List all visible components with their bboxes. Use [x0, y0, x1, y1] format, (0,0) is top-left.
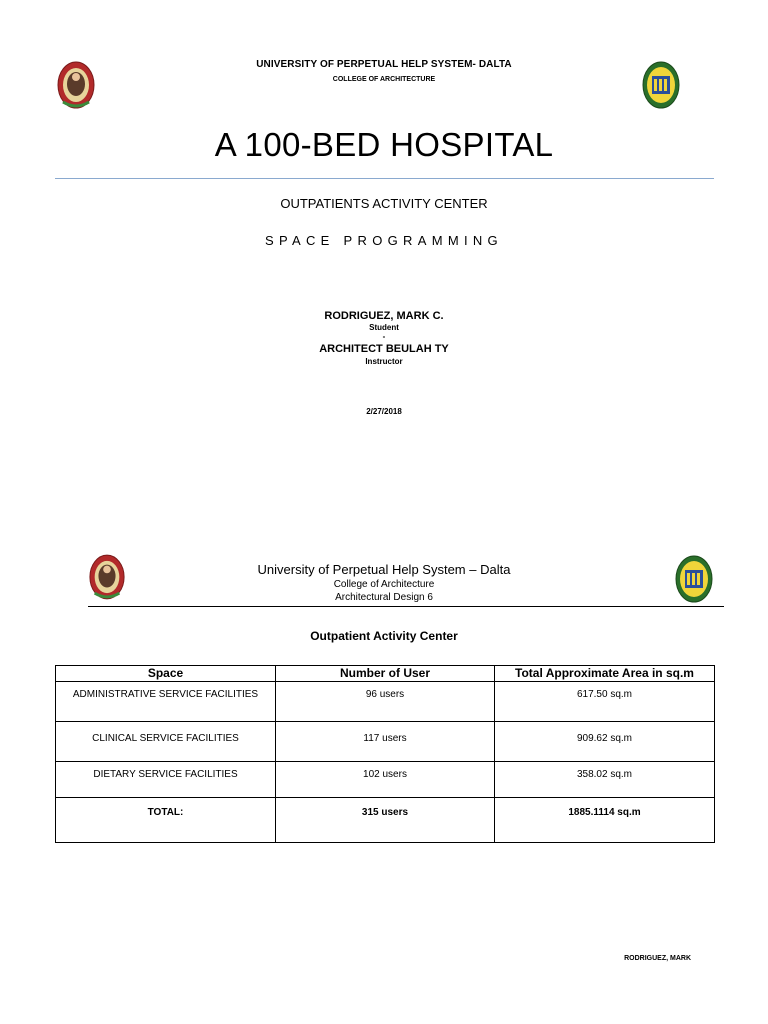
- space-cell: DIETARY SERVICE FACILITIES: [56, 762, 276, 798]
- users-cell: 117 users: [276, 722, 495, 762]
- total-label: TOTAL:: [56, 798, 276, 843]
- table-row: [56, 722, 715, 762]
- header-divider: [88, 606, 724, 607]
- area-cell: 909.62 sq.m: [495, 722, 715, 762]
- space-program-table: [55, 665, 715, 843]
- instructor-name: ARCHITECT BEULAH TY: [319, 343, 449, 355]
- title-divider: [55, 178, 714, 179]
- page2-university-name: University of Perpetual Help System – Dalta: [257, 562, 511, 577]
- student-name: RODRIGUEZ, MARK C.: [324, 310, 444, 322]
- header-total-area: Total Approximate Area in sq.m: [495, 666, 715, 682]
- page-title: A 100-BED HOSPITAL: [214, 126, 554, 163]
- footer-author: RODRIGUEZ, MARK: [624, 955, 691, 962]
- cover-college-name: COLLEGE OF ARCHITECTURE: [332, 76, 436, 83]
- users-cell: 96 users: [276, 682, 495, 722]
- table-header-row: [56, 666, 715, 682]
- student-role: Student: [369, 323, 399, 332]
- header-space: Space: [56, 666, 276, 682]
- table-total-row: [56, 798, 715, 843]
- table-row: [56, 762, 715, 798]
- cover-subtitle: OUTPATIENTS ACTIVITY CENTER: [280, 196, 488, 211]
- document-date: 2/27/2018: [366, 407, 402, 416]
- name-separator: -: [382, 332, 386, 341]
- cover-university-name: UNIVERSITY OF PERPETUAL HELP SYSTEM- DALTA: [256, 59, 512, 70]
- cover-section-title: SPACE PROGRAMMING: [265, 233, 503, 248]
- total-users: 315 users: [276, 798, 495, 843]
- area-cell: 617.50 sq.m: [495, 682, 715, 722]
- page2-course-name: Architectural Design 6: [335, 592, 433, 603]
- total-area: 1885.1114 sq.m: [495, 798, 715, 843]
- space-cell: ADMINISTRATIVE SERVICE FACILITIES: [56, 682, 276, 722]
- table-row: [56, 682, 715, 722]
- table-section-title: Outpatient Activity Center: [310, 629, 458, 643]
- users-cell: 102 users: [276, 762, 495, 798]
- header-number-of-user: Number of User: [276, 666, 495, 682]
- instructor-role: Instructor: [365, 357, 403, 366]
- space-cell: CLINICAL SERVICE FACILITIES: [56, 722, 276, 762]
- page2-college-name: College of Architecture: [333, 579, 435, 590]
- area-cell: 358.02 sq.m: [495, 762, 715, 798]
